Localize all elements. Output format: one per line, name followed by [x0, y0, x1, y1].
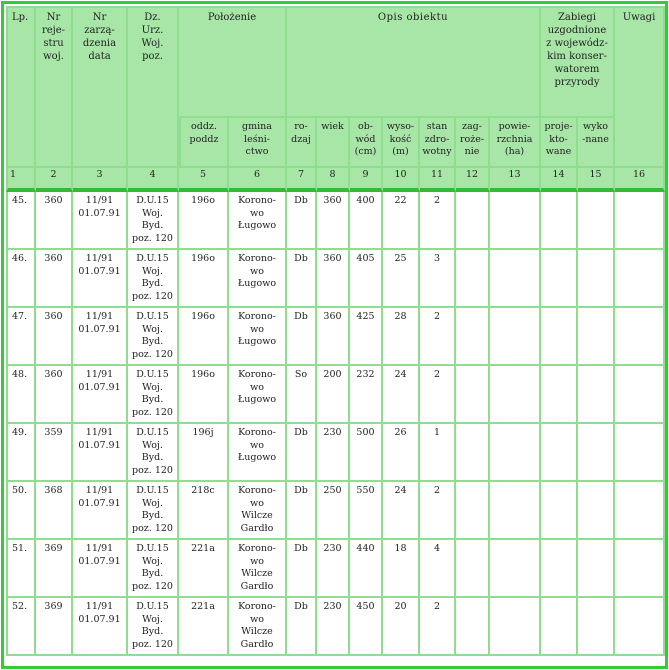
- header-polozenie: Położenie: [179, 6, 287, 118]
- cell-nr-zarzadzenia: 11/91 01.07.91: [73, 540, 128, 598]
- cell-oddz: 196o: [179, 366, 229, 424]
- cell-zagrozenie: [456, 598, 490, 656]
- cell-lp: 50.: [6, 482, 36, 540]
- cell-wiek: 360: [317, 308, 350, 366]
- column-number: 4: [128, 168, 179, 192]
- column-number: 5: [179, 168, 229, 192]
- cell-stan: 1: [420, 424, 456, 482]
- cell-oddz: 196o: [179, 250, 229, 308]
- cell-uwagi: [615, 192, 665, 250]
- header-oddz: oddz. poddz: [179, 118, 229, 168]
- cell-obwod: 400: [350, 192, 383, 250]
- cell-oddz: 221a: [179, 598, 229, 656]
- cell-nr-rejestru: 360: [36, 366, 73, 424]
- header-powierzchnia: powie- rzchnia (ha): [490, 118, 541, 168]
- cell-rodzaj: Db: [287, 308, 317, 366]
- cell-wykonane: [578, 482, 615, 540]
- cell-nr-rejestru: 359: [36, 424, 73, 482]
- cell-zagrozenie: [456, 482, 490, 540]
- table-row: [6, 482, 665, 540]
- cell-gmina: Korono- wo Ługowo: [229, 424, 287, 482]
- nature-monuments-table: [6, 6, 665, 656]
- cell-nr-rejestru: 360: [36, 308, 73, 366]
- cell-lp: 46.: [6, 250, 36, 308]
- header-uwagi: Uwagi: [615, 6, 665, 168]
- cell-lp: 48.: [6, 366, 36, 424]
- header-stan: stan zdro- wotny: [420, 118, 456, 168]
- cell-nr-zarzadzenia: 11/91 01.07.91: [73, 250, 128, 308]
- column-number: 11: [420, 168, 456, 192]
- header-nr-rejestru: Nr reje- stru woj.: [36, 6, 73, 168]
- column-number: 12: [456, 168, 490, 192]
- cell-wiek: 230: [317, 424, 350, 482]
- header-nr-zarzadzenia: Nr zarzą- dzenia data: [73, 6, 128, 168]
- cell-dz-urz: D.U.15 Woj. Byd. poz. 120: [128, 424, 179, 482]
- cell-projektowane: [541, 250, 578, 308]
- cell-obwod: 232: [350, 366, 383, 424]
- cell-projektowane: [541, 598, 578, 656]
- cell-oddz: 196j: [179, 424, 229, 482]
- cell-rodzaj: Db: [287, 424, 317, 482]
- cell-wiek: 200: [317, 366, 350, 424]
- table-row: [6, 366, 665, 424]
- cell-stan: 4: [420, 540, 456, 598]
- register-table-frame: [1, 1, 668, 669]
- column-number: 2: [36, 168, 73, 192]
- column-number: 16: [615, 168, 665, 192]
- cell-wysokosc: 20: [383, 598, 420, 656]
- cell-dz-urz: D.U.15 Woj. Byd. poz. 120: [128, 482, 179, 540]
- cell-dz-urz: D.U.15 Woj. Byd. poz. 120: [128, 598, 179, 656]
- cell-zagrozenie: [456, 540, 490, 598]
- cell-obwod: 450: [350, 598, 383, 656]
- cell-rodzaj: So: [287, 366, 317, 424]
- cell-stan: 2: [420, 192, 456, 250]
- header-gmina: gmina leśni- ctwo: [229, 118, 287, 168]
- cell-wysokosc: 25: [383, 250, 420, 308]
- column-number: 15: [578, 168, 615, 192]
- cell-wysokosc: 28: [383, 308, 420, 366]
- cell-projektowane: [541, 366, 578, 424]
- cell-gmina: Korono- wo Ługowo: [229, 250, 287, 308]
- column-number: 10: [383, 168, 420, 192]
- cell-gmina: Korono- wo Ługowo: [229, 366, 287, 424]
- cell-wykonane: [578, 192, 615, 250]
- cell-projektowane: [541, 192, 578, 250]
- cell-wysokosc: 18: [383, 540, 420, 598]
- cell-obwod: 425: [350, 308, 383, 366]
- cell-nr-zarzadzenia: 11/91 01.07.91: [73, 482, 128, 540]
- table-row: [6, 250, 665, 308]
- cell-obwod: 550: [350, 482, 383, 540]
- cell-nr-zarzadzenia: 11/91 01.07.91: [73, 308, 128, 366]
- cell-nr-rejestru: 360: [36, 192, 73, 250]
- cell-powierzchnia: [490, 308, 541, 366]
- cell-rodzaj: Db: [287, 540, 317, 598]
- table-header: [6, 6, 665, 192]
- cell-lp: 47.: [6, 308, 36, 366]
- cell-powierzchnia: [490, 250, 541, 308]
- cell-uwagi: [615, 540, 665, 598]
- cell-powierzchnia: [490, 598, 541, 656]
- cell-lp: 45.: [6, 192, 36, 250]
- cell-rodzaj: Db: [287, 250, 317, 308]
- table-body: [6, 192, 665, 656]
- cell-wykonane: [578, 250, 615, 308]
- cell-zagrozenie: [456, 308, 490, 366]
- column-number: 8: [317, 168, 350, 192]
- cell-dz-urz: D.U.15 Woj. Byd. poz. 120: [128, 540, 179, 598]
- cell-powierzchnia: [490, 424, 541, 482]
- cell-stan: 2: [420, 482, 456, 540]
- cell-dz-urz: D.U.15 Woj. Byd. poz. 120: [128, 192, 179, 250]
- cell-wykonane: [578, 598, 615, 656]
- cell-dz-urz: D.U.15 Woj. Byd. poz. 120: [128, 308, 179, 366]
- cell-uwagi: [615, 482, 665, 540]
- cell-wykonane: [578, 540, 615, 598]
- header-zabiegi: Zabiegi uzgodnione z wojewódz- kim konser- watorem przyrody: [541, 6, 615, 118]
- cell-dz-urz: D.U.15 Woj. Byd. poz. 120: [128, 366, 179, 424]
- cell-gmina: Korono- wo Wilcze Gardło: [229, 540, 287, 598]
- cell-wykonane: [578, 424, 615, 482]
- cell-rodzaj: Db: [287, 192, 317, 250]
- cell-nr-rejestru: 360: [36, 250, 73, 308]
- cell-uwagi: [615, 308, 665, 366]
- cell-oddz: 218c: [179, 482, 229, 540]
- cell-wysokosc: 24: [383, 366, 420, 424]
- cell-uwagi: [615, 424, 665, 482]
- cell-oddz: 196o: [179, 192, 229, 250]
- header-obwod: ob- wód (cm): [350, 118, 383, 168]
- cell-zagrozenie: [456, 424, 490, 482]
- cell-wiek: 360: [317, 192, 350, 250]
- header-wiek: wiek: [317, 118, 350, 168]
- cell-wysokosc: 24: [383, 482, 420, 540]
- cell-obwod: 440: [350, 540, 383, 598]
- table-row: [6, 308, 665, 366]
- cell-zagrozenie: [456, 366, 490, 424]
- cell-uwagi: [615, 598, 665, 656]
- header-opis-obiektu: Opis obiektu: [287, 6, 541, 118]
- cell-wiek: 230: [317, 598, 350, 656]
- column-number: 13: [490, 168, 541, 192]
- cell-wiek: 360: [317, 250, 350, 308]
- cell-rodzaj: Db: [287, 482, 317, 540]
- cell-lp: 52.: [6, 598, 36, 656]
- column-number: 1: [6, 168, 36, 192]
- header-wysokosc: wyso- kość (m): [383, 118, 420, 168]
- cell-projektowane: [541, 424, 578, 482]
- cell-stan: 3: [420, 250, 456, 308]
- cell-wykonane: [578, 308, 615, 366]
- cell-oddz: 221a: [179, 540, 229, 598]
- cell-obwod: 405: [350, 250, 383, 308]
- cell-zagrozenie: [456, 192, 490, 250]
- header-dz-urz: Dz. Urz. Woj. poz.: [128, 6, 179, 168]
- column-number: 7: [287, 168, 317, 192]
- cell-gmina: Korono- wo Ługowo: [229, 192, 287, 250]
- table-row: [6, 598, 665, 656]
- cell-nr-rejestru: 369: [36, 598, 73, 656]
- table-row: [6, 424, 665, 482]
- cell-wysokosc: 26: [383, 424, 420, 482]
- header-projektowane: proje- kto- wane: [541, 118, 578, 168]
- cell-stan: 2: [420, 366, 456, 424]
- column-number: 14: [541, 168, 578, 192]
- cell-wiek: 230: [317, 540, 350, 598]
- cell-wykonane: [578, 366, 615, 424]
- header-zagrozenie: zag- roże- nie: [456, 118, 490, 168]
- header-wykonane: wyko -nane: [578, 118, 615, 168]
- cell-nr-zarzadzenia: 11/91 01.07.91: [73, 424, 128, 482]
- cell-zagrozenie: [456, 250, 490, 308]
- column-number-row: [6, 168, 665, 192]
- cell-projektowane: [541, 308, 578, 366]
- column-number: 9: [350, 168, 383, 192]
- cell-nr-zarzadzenia: 11/91 01.07.91: [73, 366, 128, 424]
- header-lp: Lp.: [6, 6, 36, 168]
- cell-gmina: Korono- wo Wilcze Gardło: [229, 598, 287, 656]
- cell-projektowane: [541, 540, 578, 598]
- cell-powierzchnia: [490, 192, 541, 250]
- cell-wiek: 250: [317, 482, 350, 540]
- cell-uwagi: [615, 366, 665, 424]
- cell-powierzchnia: [490, 366, 541, 424]
- cell-gmina: Korono- wo Ługowo: [229, 308, 287, 366]
- cell-powierzchnia: [490, 540, 541, 598]
- table-row: [6, 540, 665, 598]
- cell-stan: 2: [420, 598, 456, 656]
- column-number: 6: [229, 168, 287, 192]
- table-row: [6, 192, 665, 250]
- cell-oddz: 196o: [179, 308, 229, 366]
- cell-lp: 51.: [6, 540, 36, 598]
- cell-dz-urz: D.U.15 Woj. Byd. poz. 120: [128, 250, 179, 308]
- cell-nr-zarzadzenia: 11/91 01.07.91: [73, 598, 128, 656]
- cell-nr-rejestru: 369: [36, 540, 73, 598]
- cell-uwagi: [615, 250, 665, 308]
- cell-nr-zarzadzenia: 11/91 01.07.91: [73, 192, 128, 250]
- column-number: 3: [73, 168, 128, 192]
- cell-gmina: Korono- wo Wilcze Gardło: [229, 482, 287, 540]
- cell-lp: 49.: [6, 424, 36, 482]
- header-rodzaj: ro- dzaj: [287, 118, 317, 168]
- cell-nr-rejestru: 368: [36, 482, 73, 540]
- cell-wysokosc: 22: [383, 192, 420, 250]
- cell-stan: 2: [420, 308, 456, 366]
- cell-obwod: 500: [350, 424, 383, 482]
- cell-projektowane: [541, 482, 578, 540]
- cell-powierzchnia: [490, 482, 541, 540]
- cell-rodzaj: Db: [287, 598, 317, 656]
